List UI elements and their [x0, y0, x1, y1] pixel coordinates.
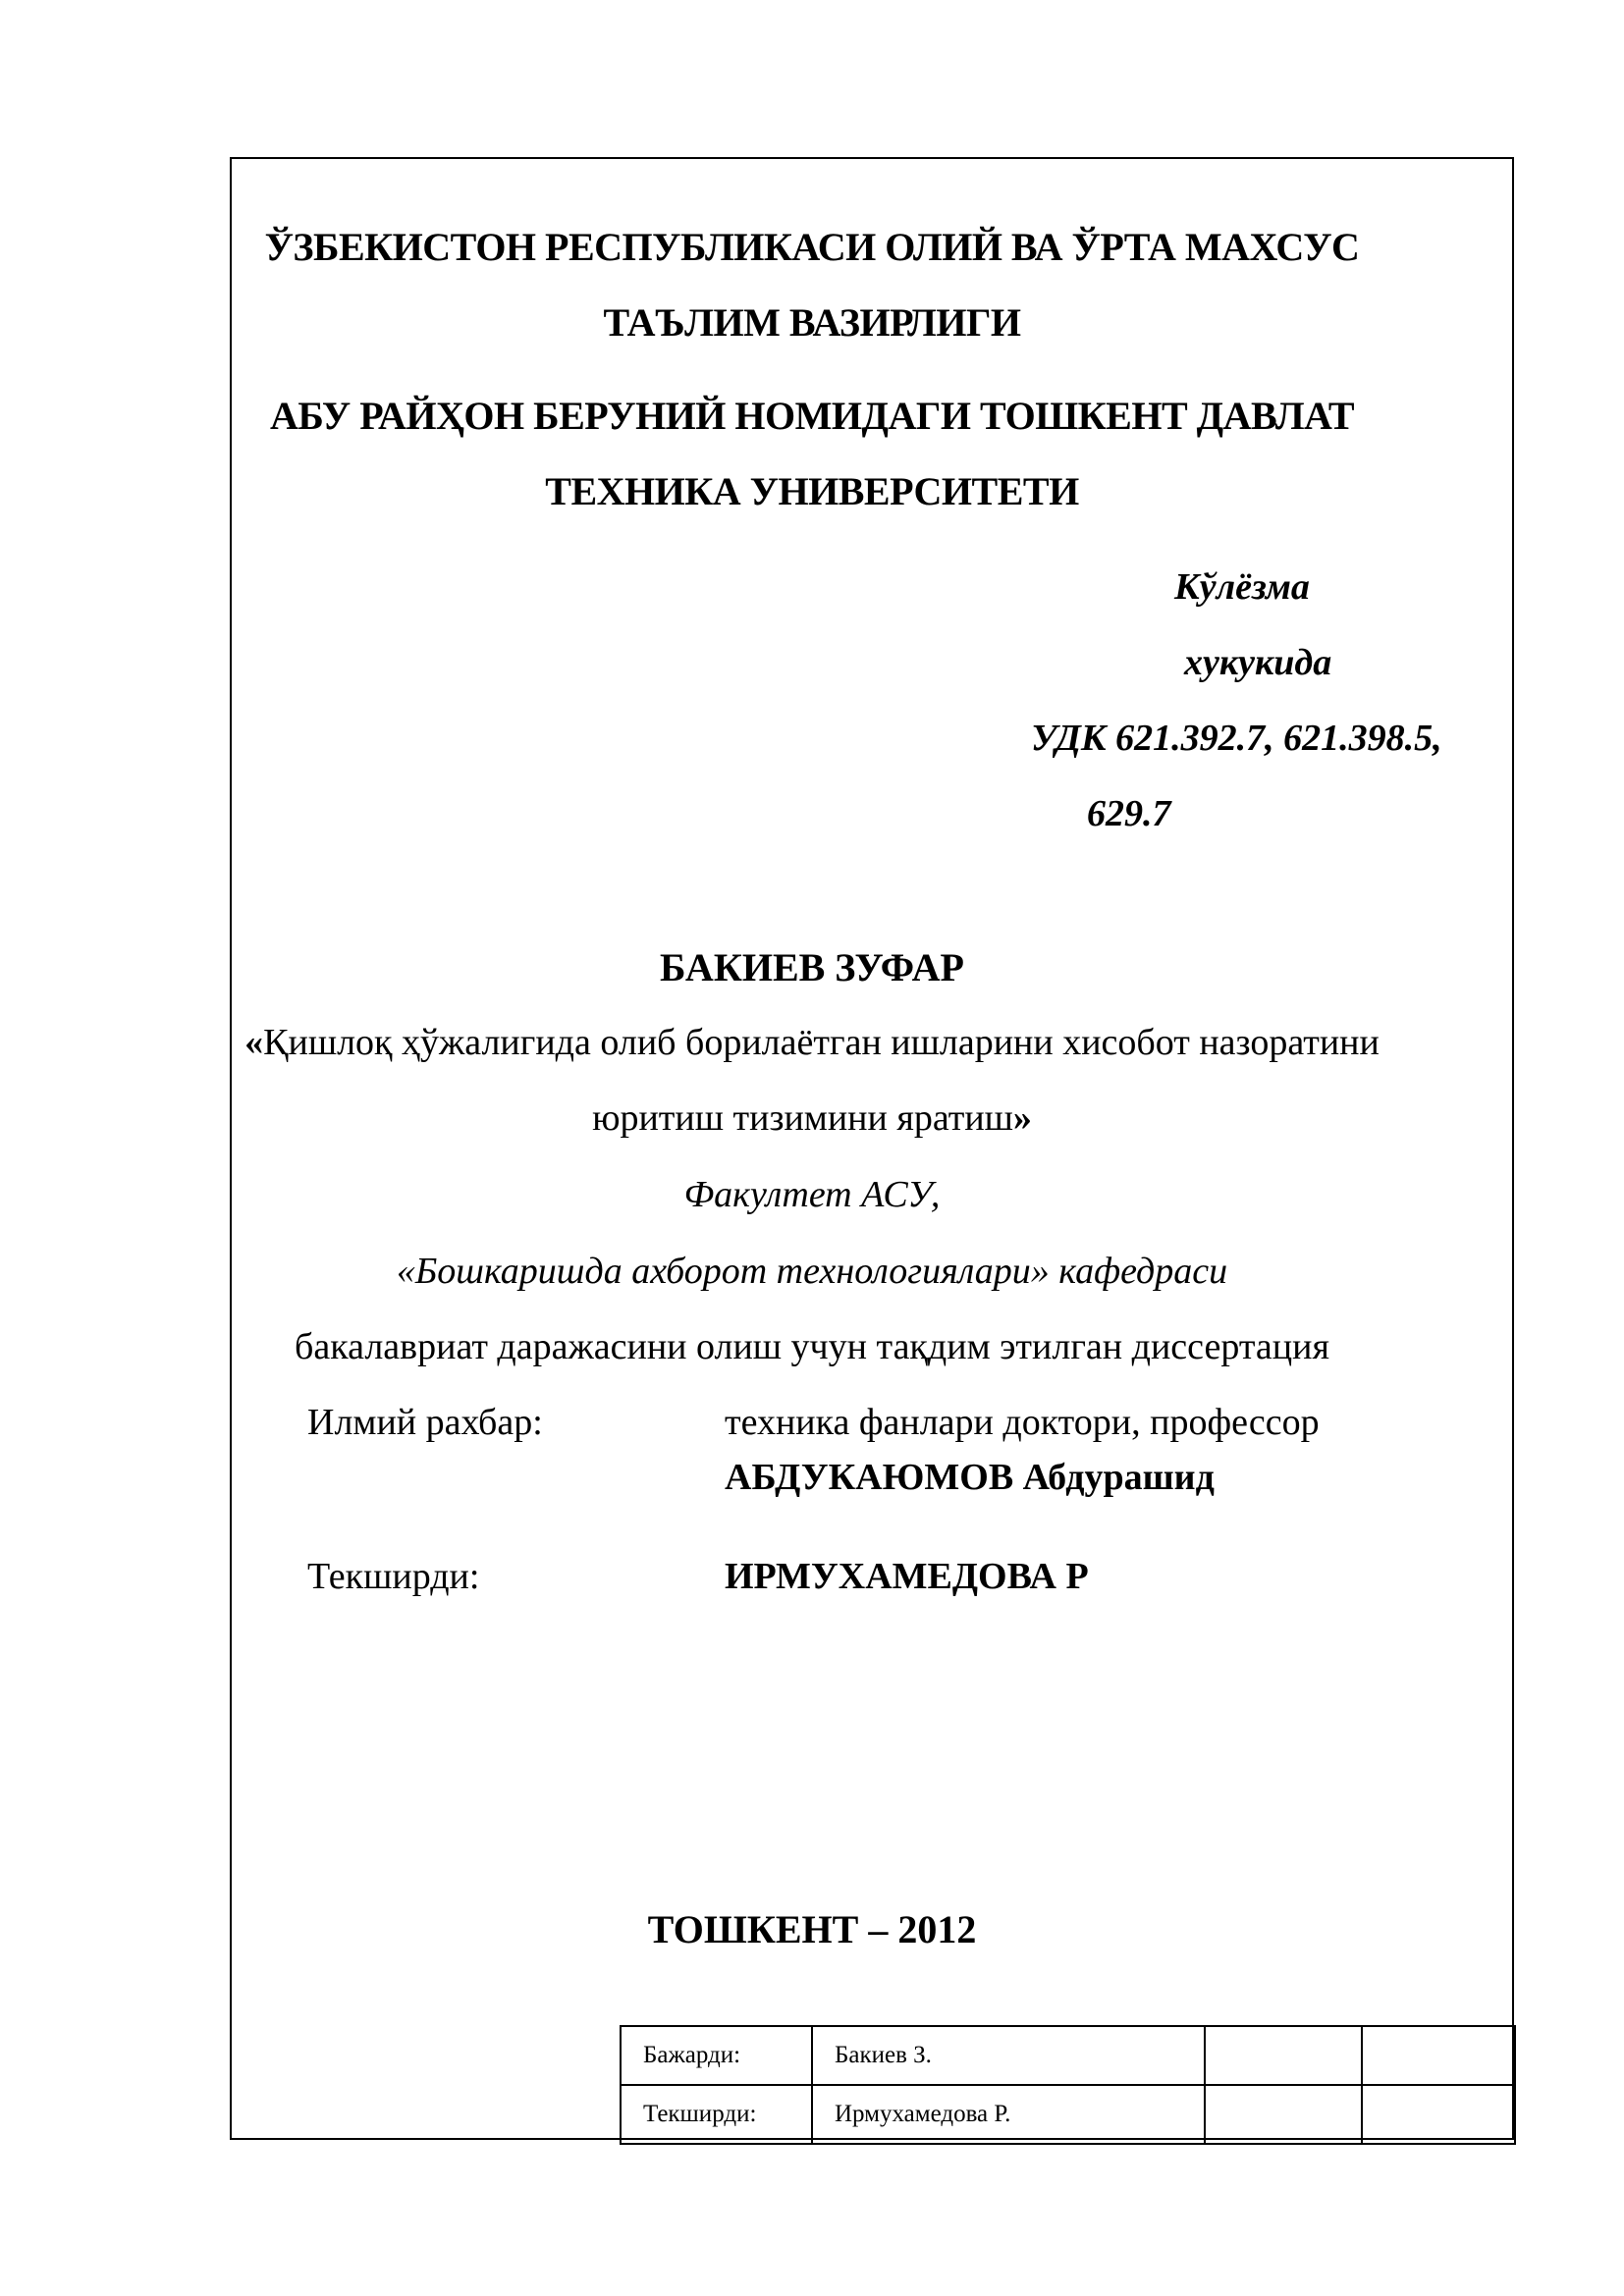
university-line-1: АБУ РАЙҲОН БЕРУНИЙ НОМИДАГИ ТОШКЕНТ ДАВЛАТ [269, 394, 1355, 438]
reviewer-label: Текширди: [307, 1556, 480, 1597]
supervisor-title: техника фанлари доктори, профессор [725, 1402, 1320, 1443]
city-year: ТОШКЕНТ – 2012 [647, 1907, 977, 1951]
stamp-value: Ирмухамедова Р. [812, 2085, 1205, 2144]
close-quote: » [1012, 1097, 1032, 1139]
title-block-table [620, 2025, 1516, 2145]
ministry-line-1: ЎЗБЕКИСТОН РЕСПУБЛИКАСИ ОЛИЙ ВА ЎРТА МАХСУС [264, 225, 1360, 269]
stamp-label: Текширди: [621, 2085, 812, 2144]
thesis-title-line-2: юритиш тизимини яратиш» [592, 1097, 1032, 1139]
thesis-title-line-1: «Қишлоқ ҳўжалигида олиб борилаётган ишларини хисобот назоратини [244, 1022, 1380, 1063]
supervisor-label: Илмий рахбар: [307, 1402, 543, 1443]
faculty: Факултет АСУ, [683, 1174, 941, 1215]
department: «Бошкаришда ахборот технологиялари» кафедраси [396, 1251, 1228, 1292]
stamp-empty-cell [1205, 2026, 1362, 2085]
supervisor-name: АБДУКАЮМОВ Абдурашид [725, 1457, 1215, 1498]
degree-text: бакалавриат даражасини олиш учун тақдим этилган диссертация [295, 1326, 1329, 1367]
table-row [621, 2026, 1515, 2085]
reviewer-name: ИРМУХАМЕДОВА Р [725, 1556, 1089, 1597]
open-quote: « [244, 1022, 264, 1063]
stamp-empty-cell [1362, 2026, 1515, 2085]
manuscript-line-2: хукукида [1184, 642, 1332, 683]
manuscript-line-1: Кўлёзма [1174, 566, 1310, 608]
table-row [621, 2085, 1515, 2144]
stamp-label: Бажарди: [621, 2026, 812, 2085]
stamp-value: Бакиев З. [812, 2026, 1205, 2085]
udc-line-2: 629.7 [1087, 793, 1171, 834]
stamp-empty-cell [1205, 2085, 1362, 2144]
author-name: БАКИЕВ ЗУФАР [660, 945, 964, 989]
stamp-empty-cell [1362, 2085, 1515, 2144]
ministry-line-2: ТАЪЛИМ ВАЗИРЛИГИ [603, 300, 1021, 345]
udc-line-1: УДК 621.392.7, 621.398.5, [1031, 718, 1442, 759]
university-line-2: ТЕХНИКА УНИВЕРСИТЕТИ [545, 469, 1079, 513]
page-border [230, 157, 1514, 2140]
